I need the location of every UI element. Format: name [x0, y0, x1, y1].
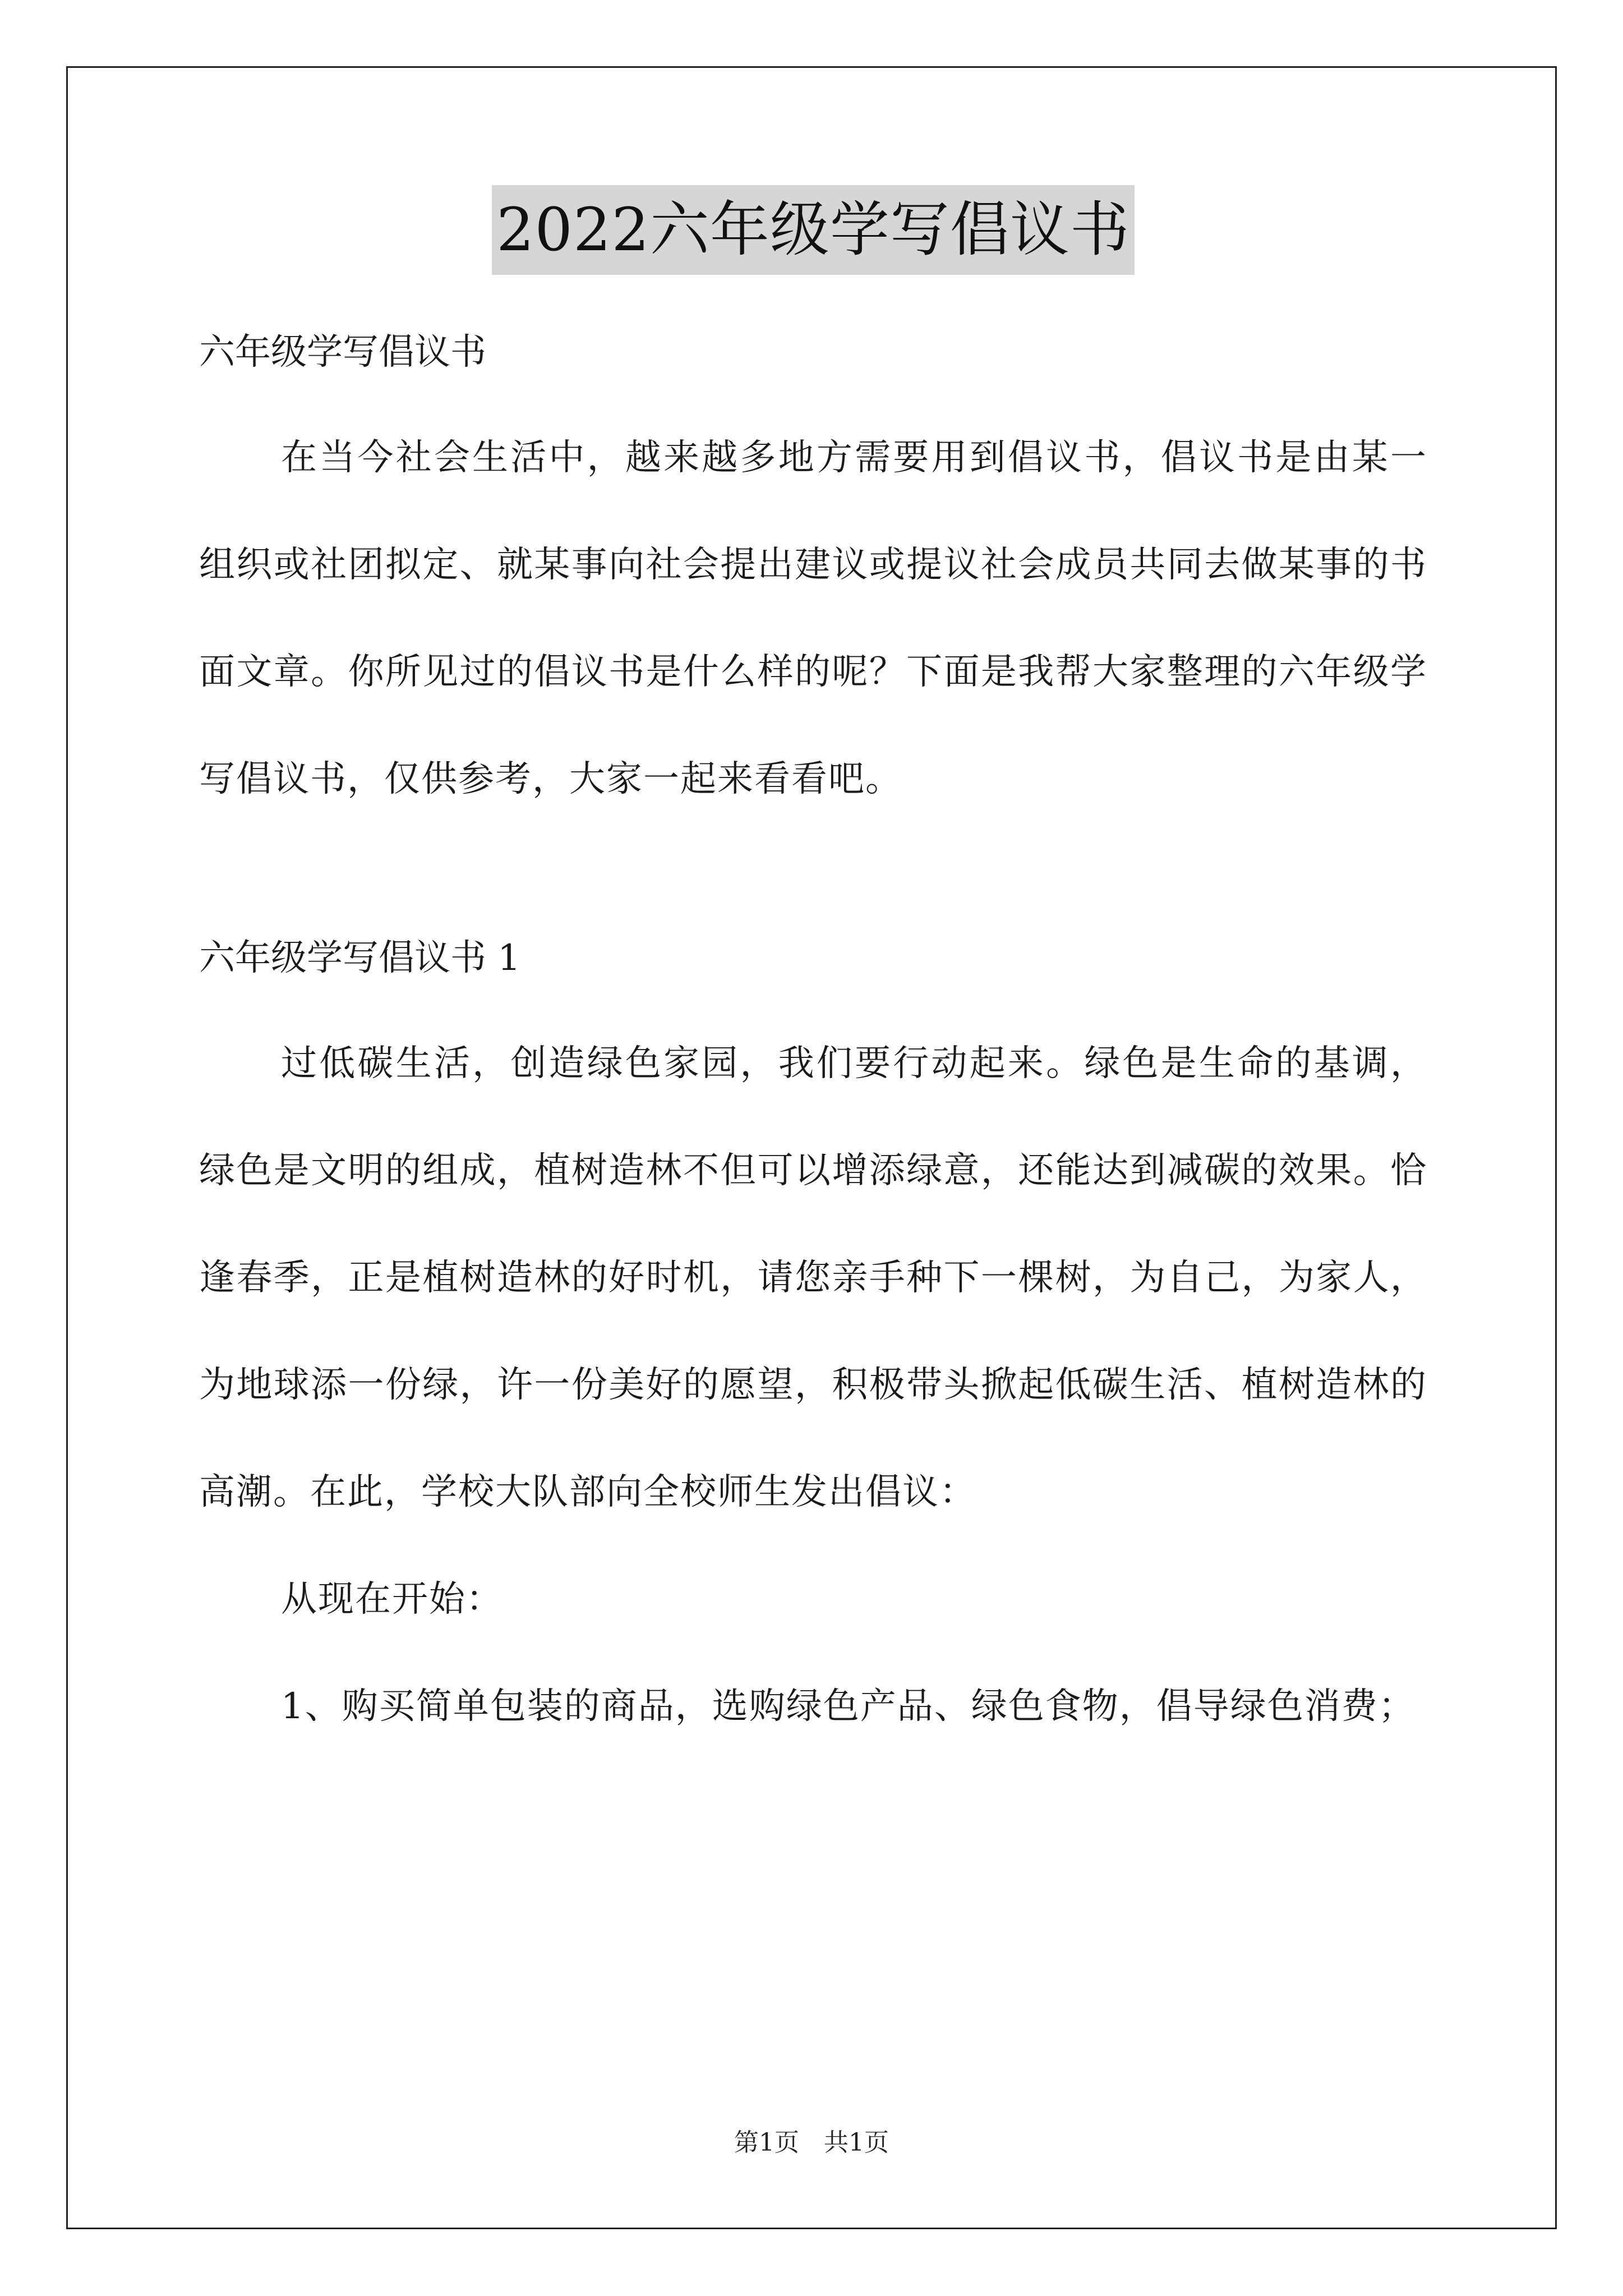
document-body [199, 185, 1427, 1760]
document-title: 2022六年级学写倡议书 [492, 185, 1135, 275]
section-paragraph: 从现在开始： [281, 1579, 503, 1620]
page-number: 第1页 [734, 2128, 799, 2157]
title-container [199, 185, 1427, 280]
section-paragraph: 过低碳生活，创造绿色家园，我们要行动起来。绿色是生命的基调，绿色是文明的组成，植树造林不但可以增添绿意，还能达到减碳的效果。恰逢春季，正是植树造林的好时机，请您亲手种下一棵树，为自己，为家人，为地球添一份绿，许一份美好的愿望，积极带头掀起低碳生活、植树造林的高潮。在此，学校大队部向全校师生发出倡议： [199, 1043, 1427, 1513]
document-subtitle: 六年级学写倡议书 [199, 332, 486, 373]
section-heading: 六年级学写倡议书 1 [199, 937, 521, 979]
intro-paragraph: 在当今社会生活中，越来越多地方需要用到倡议书，倡议书是由某一组织或社团拟定、就某事向社会提出建议或提议社会成员共同去做某事的书面文章。你所见过的倡议书是什么样的呢？下面是我帮大家整理的六年级学写倡议书，仅供参考，大家一起来看看吧。 [199, 437, 1427, 800]
section-paragraph: 1、购买简单包装的商品，选购绿色产品、绿色食物，倡导绿色消费； [281, 1686, 1415, 1727]
page-footer [0, 2126, 1623, 2160]
page-total: 共1页 [824, 2128, 889, 2157]
